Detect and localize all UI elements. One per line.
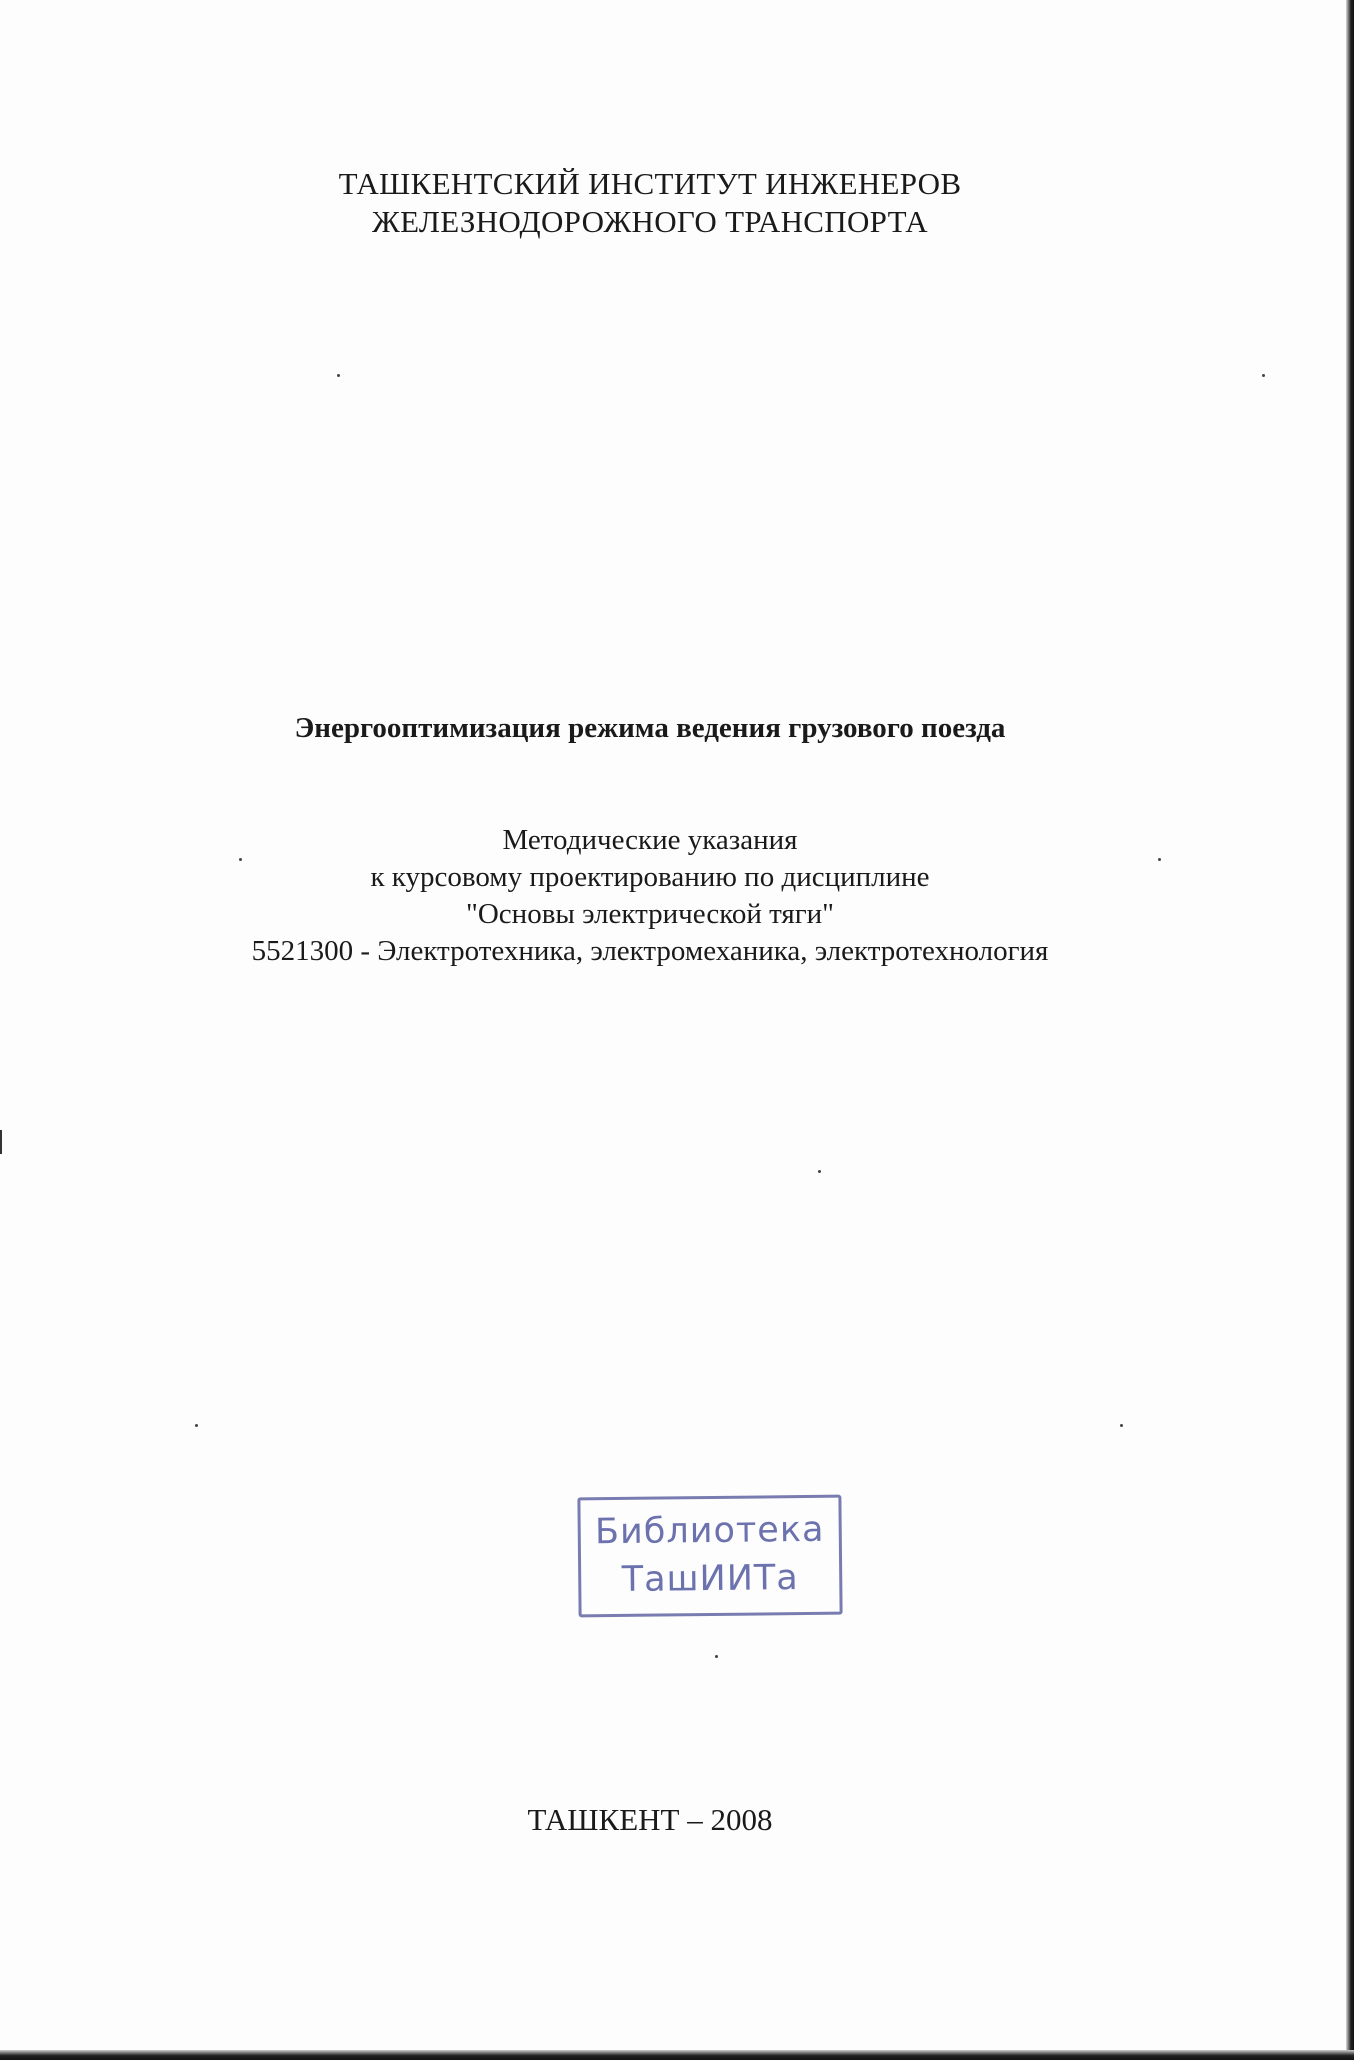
scan-speck xyxy=(715,1655,718,1658)
stamp-line1: Библиотека xyxy=(594,1509,825,1553)
scan-edge-right xyxy=(1346,0,1354,2060)
scan-speck xyxy=(239,858,242,861)
institution-name-line1: ТАШКЕНТСКИЙ ИНСТИТУТ ИНЖЕНЕРОВ xyxy=(338,166,962,201)
scan-speck xyxy=(1262,374,1265,377)
scan-speck xyxy=(1158,858,1161,861)
library-stamp xyxy=(577,1495,842,1618)
scan-speck xyxy=(1120,1424,1123,1427)
scan-speck xyxy=(337,374,340,377)
document-title: Энергооптимизация режима ведения грузового поезда xyxy=(294,712,1006,744)
stamp-line2: ТашИИТа xyxy=(621,1558,799,1600)
subtitle-line1: Методические указания xyxy=(502,824,798,856)
institution-header xyxy=(0,165,1300,241)
scan-edge-bottom xyxy=(0,2050,1354,2060)
subtitle-line2: к курсовому проектированию по дисциплине xyxy=(370,861,930,893)
scan-edge-mark xyxy=(0,1130,2,1154)
scan-speck xyxy=(195,1424,198,1427)
institution-name-line2: ЖЕЛЕЗНОДОРОЖНОГО ТРАНСПОРТА xyxy=(372,204,928,239)
city-year-footer: ТАШКЕНТ – 2008 xyxy=(527,1802,773,1837)
document-subtitle xyxy=(0,822,1300,970)
subtitle-line3: "Основы электрической тяги" xyxy=(466,898,834,930)
subtitle-line4: 5521300 - Электротехника, электромеханика, электротехнология xyxy=(251,935,1049,967)
scan-speck xyxy=(818,1170,821,1173)
